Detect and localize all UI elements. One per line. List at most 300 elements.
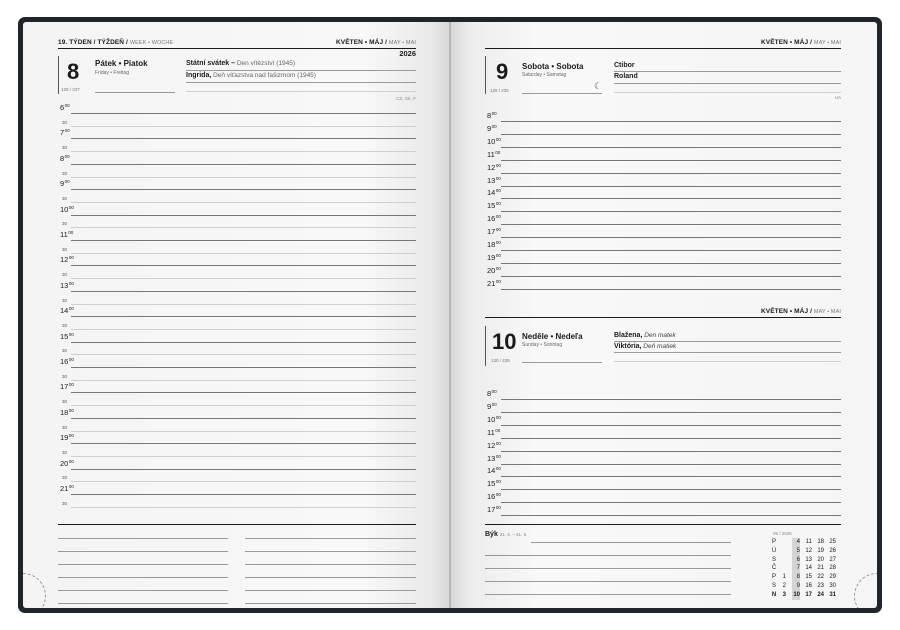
hour-line	[501, 121, 841, 122]
hour-label	[487, 493, 501, 501]
day10-note-rule-3	[614, 361, 841, 362]
notes-line-left	[58, 603, 228, 604]
hour-minutes: 00	[68, 230, 74, 235]
zodiac-label	[485, 531, 527, 538]
half-hour-line	[71, 405, 416, 406]
hour-label	[487, 442, 501, 450]
hour-number: 8	[60, 153, 65, 163]
half-hour-label: 30	[62, 322, 68, 328]
hour-number: 15	[487, 479, 496, 489]
calendar-date: 15	[805, 574, 812, 581]
left-page	[23, 22, 449, 608]
hour-line	[501, 276, 841, 277]
notes-line-left	[58, 538, 228, 539]
calendar-date: 7	[796, 565, 800, 572]
hour-line	[501, 160, 841, 161]
half-hour-label: 30	[62, 449, 68, 455]
hour-minutes: 00	[495, 479, 501, 485]
hour-minutes: 00	[495, 227, 501, 233]
notes-line-right	[245, 564, 416, 565]
hour-number: 18	[487, 240, 496, 249]
week-label-text: 19. TÝDEN / TÝŽDEŇ /	[58, 39, 128, 46]
half-hour-line	[71, 329, 416, 330]
hour-minutes: 00	[495, 427, 501, 433]
hour-minutes: 00	[495, 414, 501, 420]
calendar-date: 28	[829, 565, 836, 572]
hour-line	[501, 515, 841, 516]
notes-top-rule	[58, 524, 416, 525]
half-hour-line	[71, 304, 416, 305]
calendar-date: 8	[796, 574, 800, 581]
hour-label	[487, 480, 501, 488]
hour-line	[501, 476, 841, 477]
year-label: 2026	[399, 49, 416, 58]
day9-note-rule-1	[614, 71, 841, 72]
hour-number: 19	[60, 433, 69, 443]
hour-label	[487, 241, 501, 249]
calendar-date: 26	[829, 547, 836, 554]
half-hour-line	[71, 278, 416, 279]
note-holiday-bold: Státní svátek –	[186, 60, 236, 67]
hour-number: 9	[487, 123, 492, 133]
bottom-rule	[485, 524, 841, 525]
hour-line	[71, 113, 416, 114]
calendar-date: 5	[796, 547, 800, 554]
notes-line-left	[58, 564, 228, 565]
hour-number: 7	[60, 128, 65, 138]
hour-label	[487, 177, 501, 185]
day-index: 128 / 237	[61, 87, 80, 92]
day9-country-code: UA	[834, 95, 841, 100]
half-hour-line	[71, 456, 416, 457]
hour-minutes: 00	[495, 265, 501, 271]
hour-minutes: 00	[495, 201, 501, 207]
calendar-date: 24	[817, 591, 824, 598]
day-number: 8	[67, 59, 80, 84]
hour-minutes: 00	[495, 240, 501, 245]
calendar-date: 19	[817, 547, 824, 554]
hour-number: 8	[487, 111, 492, 120]
hour-minutes: 00	[495, 214, 501, 220]
week-label-sub: WEEK • WOCHE	[129, 40, 174, 46]
month-label	[336, 39, 416, 46]
notes-line	[485, 594, 731, 595]
hour-label	[60, 358, 74, 366]
hour-label	[60, 409, 74, 417]
calendar-date: 25	[829, 539, 836, 545]
hour-line	[71, 316, 416, 317]
hour-minutes: 00	[495, 505, 501, 511]
hour-minutes: 00	[68, 204, 74, 210]
day10-note-1-bold: Blažena,	[614, 332, 643, 339]
half-hour-label: 30	[62, 500, 68, 506]
hour-minutes: 00	[491, 111, 497, 116]
hour-line	[501, 451, 841, 452]
hour-number: 11	[487, 149, 495, 159]
hour-line	[501, 438, 841, 439]
notes-line-right	[245, 590, 416, 591]
notes-line-right	[245, 538, 416, 539]
hour-line	[71, 342, 416, 343]
half-hour-line	[71, 151, 416, 152]
calendar-date: 31	[829, 591, 836, 598]
hour-minutes: 00	[495, 492, 501, 498]
hour-number: 18	[60, 407, 69, 417]
hour-label	[60, 206, 74, 214]
half-hour-label: 30	[62, 272, 68, 278]
hour-minutes: 00	[68, 382, 74, 388]
hour-number: 21	[60, 484, 69, 493]
hour-number: 15	[487, 201, 496, 211]
hour-line	[501, 399, 841, 400]
hour-label	[487, 416, 501, 424]
hour-line	[501, 186, 841, 187]
calendar-date: 11	[805, 539, 812, 545]
hour-label	[487, 138, 501, 146]
note-rule-1	[186, 70, 416, 71]
half-hour-label: 30	[62, 119, 68, 125]
hour-line	[501, 198, 841, 199]
hour-minutes: 00	[495, 252, 501, 258]
day-name: Pátek • Piatok	[95, 59, 148, 68]
hour-minutes: 00	[491, 389, 497, 394]
hour-minutes: 00	[495, 188, 501, 194]
note-nameday-rest: Deň víťazstva nad fašizmom (1945)	[211, 72, 316, 79]
notes-line	[485, 555, 731, 556]
hour-label	[60, 104, 70, 112]
hour-label	[60, 460, 74, 468]
hour-number: 8	[487, 389, 492, 398]
month-label-mid	[761, 308, 841, 315]
hour-number: 11	[60, 230, 68, 239]
day-bar	[58, 56, 59, 94]
day10-note-2	[614, 343, 676, 350]
day10-note-2-rest: Deň matiek	[641, 343, 677, 350]
hour-minutes: 00	[68, 407, 74, 413]
hour-number: 9	[60, 179, 65, 189]
calendar-date: 21	[817, 565, 824, 572]
hour-number: 13	[60, 280, 69, 290]
hour-number: 21	[487, 278, 496, 288]
hour-minutes: 00	[64, 153, 70, 159]
hour-minutes: 00	[68, 255, 74, 261]
calendar-date: 30	[829, 583, 836, 589]
day10-translation: Sunday • Sonntag	[522, 342, 563, 348]
hour-line	[71, 138, 416, 139]
day-translation: Friday • Freitag	[95, 70, 129, 76]
note-holiday	[186, 60, 295, 67]
half-hour-label: 30	[62, 246, 68, 252]
hour-label	[487, 280, 501, 288]
country-codes: CZ, SK, F	[396, 96, 416, 101]
calendar-day-label: Č	[771, 565, 777, 572]
notes-line	[485, 581, 731, 582]
half-hour-label: 30	[62, 297, 68, 303]
month-label-mid-sub: MAY • MAI	[813, 309, 841, 315]
hour-line	[501, 224, 841, 225]
half-hour-line	[71, 481, 416, 482]
hour-number: 9	[487, 401, 492, 411]
hour-label	[60, 256, 74, 264]
hour-label	[487, 254, 501, 262]
hour-number: 20	[60, 458, 69, 468]
hour-line	[501, 425, 841, 426]
hour-line	[501, 263, 841, 264]
note-holiday-rest: Den vítězství (1945)	[235, 60, 296, 67]
hour-number: 10	[60, 204, 69, 214]
day10-note-1	[614, 332, 676, 339]
day10-note-2-bold: Viktória,	[614, 343, 642, 350]
hour-minutes: 00	[495, 136, 501, 142]
notes-line-right	[245, 603, 416, 604]
hour-minutes: 00	[68, 433, 74, 439]
notes-line-left	[58, 551, 228, 552]
calendar-date: 18	[817, 539, 824, 545]
calendar-day-label: P	[771, 574, 776, 581]
calendar-date: 10	[793, 591, 800, 598]
hour-line	[501, 147, 841, 148]
day9-name-roland: Roland	[614, 73, 638, 80]
month-label-top	[761, 39, 841, 46]
hour-line	[71, 418, 416, 419]
hour-number: 17	[60, 382, 69, 392]
day9-bar	[485, 56, 486, 94]
hour-label	[487, 455, 501, 463]
day10-bar	[485, 326, 486, 366]
month-label-text: KVĚTEN • MÁJ /	[336, 39, 388, 46]
half-hour-label: 30	[62, 373, 68, 379]
half-hour-label: 30	[62, 475, 68, 481]
hour-minutes: 00	[491, 401, 497, 407]
hour-line	[501, 211, 841, 212]
notes-line-left	[58, 577, 228, 578]
half-hour-line	[71, 253, 416, 254]
hour-number: 12	[487, 440, 496, 450]
header-rule	[58, 48, 416, 49]
hour-label	[60, 155, 70, 163]
hour-label	[60, 282, 74, 290]
hour-label	[487, 467, 501, 475]
corner-arc-left	[23, 573, 46, 608]
hour-line	[71, 494, 416, 495]
hour-minutes: 00	[495, 149, 501, 155]
hour-line	[501, 250, 841, 251]
hour-line	[71, 189, 416, 190]
calendar-date: 3	[782, 591, 786, 598]
hour-minutes: 00	[68, 306, 74, 312]
hour-minutes: 00	[64, 128, 70, 134]
mini-calendar	[773, 538, 843, 602]
half-hour-line	[71, 126, 416, 127]
corner-arc-right	[854, 573, 877, 608]
month-label-sub: MAY • MAI	[388, 40, 416, 46]
hour-label	[60, 333, 74, 341]
calendar-date: 13	[805, 556, 812, 563]
hour-line	[501, 289, 841, 290]
hour-number: 12	[60, 255, 69, 265]
hour-line	[71, 240, 416, 241]
hour-minutes: 00	[68, 357, 74, 362]
hour-minutes: 00	[495, 175, 501, 181]
notes-line	[485, 568, 731, 569]
hour-line	[501, 134, 841, 135]
half-hour-label: 30	[62, 399, 68, 405]
hour-line	[501, 502, 841, 503]
book-spine	[449, 22, 451, 608]
half-hour-line	[71, 202, 416, 203]
hour-label	[487, 189, 501, 197]
half-hour-line	[71, 507, 416, 508]
hour-number: 16	[487, 214, 496, 224]
moon-phase-icon: ☾	[594, 81, 603, 91]
hour-number: 10	[487, 414, 496, 424]
day10-index: 130 / 235	[491, 358, 510, 363]
hour-label	[487, 267, 501, 275]
day9-name: Sobota • Sobota	[522, 62, 584, 71]
note-rule-3	[186, 91, 416, 92]
hour-label	[487, 506, 501, 514]
calendar-date: 14	[805, 565, 812, 572]
hour-minutes: 00	[495, 440, 501, 446]
hour-label	[60, 307, 74, 315]
calendar-date: 12	[805, 547, 812, 554]
hour-minutes: 00	[495, 466, 501, 472]
hour-number: 19	[487, 252, 496, 262]
calendar-date: 16	[805, 583, 812, 589]
zodiac-dates: 21. 4. – 21. 5.	[499, 532, 528, 537]
hour-number: 6	[60, 103, 65, 112]
hour-line	[501, 173, 841, 174]
hour-number: 13	[487, 453, 496, 463]
hour-number: 14	[60, 306, 69, 316]
hour-minutes: 00	[495, 162, 501, 168]
day9-name-rule	[522, 93, 602, 94]
hour-line	[71, 367, 416, 368]
hour-minutes: 00	[64, 103, 70, 108]
hour-minutes: 00	[68, 484, 74, 489]
half-hour-label: 30	[62, 145, 68, 151]
notes-line-left	[58, 590, 228, 591]
hour-number: 10	[487, 136, 496, 146]
hour-label	[487, 164, 501, 172]
hour-line	[71, 291, 416, 292]
hour-minutes: 00	[68, 458, 74, 464]
note-nameday	[186, 72, 316, 79]
hour-minutes: 00	[64, 179, 70, 185]
half-hour-label: 30	[62, 348, 68, 354]
notes-line	[531, 542, 731, 543]
day9-number: 9	[496, 59, 509, 84]
hour-number: 15	[60, 331, 69, 341]
hour-line	[71, 469, 416, 470]
calendar-date: 1	[782, 574, 786, 581]
hour-label	[60, 180, 70, 188]
hour-minutes: 00	[491, 123, 497, 129]
half-hour-label: 30	[62, 424, 68, 430]
hour-number: 14	[487, 466, 496, 476]
right-page	[451, 22, 877, 608]
calendar-date: 22	[817, 574, 824, 581]
day9-index: 129 / 236	[490, 88, 509, 93]
calendar-day-label: Ú	[771, 547, 777, 554]
hour-label	[487, 202, 501, 210]
half-hour-label: 30	[62, 170, 68, 176]
hour-label	[60, 485, 74, 493]
day9-translation: Saturday • Samstag	[522, 72, 567, 78]
calendar-date: 20	[817, 556, 824, 563]
hour-label	[60, 129, 70, 137]
hour-number: 16	[487, 492, 496, 502]
calendar-date: 27	[829, 556, 836, 563]
hour-line	[501, 464, 841, 465]
day9-note-rule-2	[614, 83, 841, 84]
calendar-day-label: S	[771, 556, 776, 563]
hour-minutes: 00	[68, 331, 74, 337]
day9-nameday-1	[614, 62, 635, 69]
half-hour-line	[71, 354, 416, 355]
month-label-mid-text: KVĚTEN • MÁJ /	[761, 308, 813, 315]
mini-calendar-title: 05 / 2026	[773, 531, 792, 536]
zodiac-name: Býk	[485, 531, 498, 538]
hour-label	[487, 151, 500, 159]
hour-number: 12	[487, 162, 496, 172]
day10-note-1-rest: Den matek	[642, 332, 676, 339]
hour-line	[71, 215, 416, 216]
header-rule-top	[485, 48, 841, 49]
hour-number: 20	[487, 265, 496, 275]
hour-number: 11	[487, 427, 495, 437]
hour-line	[71, 164, 416, 165]
half-hour-line	[71, 177, 416, 178]
half-hour-label: 30	[62, 195, 68, 201]
calendar-date: 2	[782, 583, 786, 589]
calendar-date: 29	[829, 574, 836, 581]
hour-line	[501, 412, 841, 413]
month-label-top-text: KVĚTEN • MÁJ /	[761, 39, 813, 46]
hour-label	[60, 434, 74, 442]
day9-note-rule-3	[614, 92, 841, 93]
calendar-date: 6	[796, 556, 800, 563]
note-rule-2	[186, 82, 416, 83]
hour-minutes: 00	[495, 278, 501, 284]
week-label	[58, 39, 173, 46]
hour-number: 17	[487, 505, 496, 515]
hour-line	[501, 237, 841, 238]
calendar-date: 23	[817, 583, 824, 589]
hour-line	[71, 265, 416, 266]
hour-number: 14	[487, 188, 496, 198]
day-name-rule	[95, 92, 175, 93]
hour-label	[487, 390, 497, 398]
hour-label	[487, 215, 501, 223]
note-nameday-bold: Ingrida,	[186, 72, 212, 79]
day9-nameday-2	[614, 73, 638, 80]
hour-number: 17	[487, 227, 496, 237]
day10-name: Neděle • Nedeľa	[522, 332, 583, 341]
hour-minutes: 00	[495, 453, 501, 459]
hour-label	[487, 403, 497, 411]
hour-label	[60, 231, 73, 239]
calendar-date: 17	[805, 591, 812, 598]
day10-name-rule	[522, 362, 602, 363]
calendar-date: 9	[796, 583, 800, 589]
calendar-day-label: N	[771, 591, 777, 598]
day9-name-ctibor: Ctibor	[614, 62, 635, 69]
hour-number: 16	[60, 357, 69, 366]
half-hour-line	[71, 431, 416, 432]
calendar-day-label: P	[771, 539, 776, 545]
hour-label	[487, 125, 497, 133]
